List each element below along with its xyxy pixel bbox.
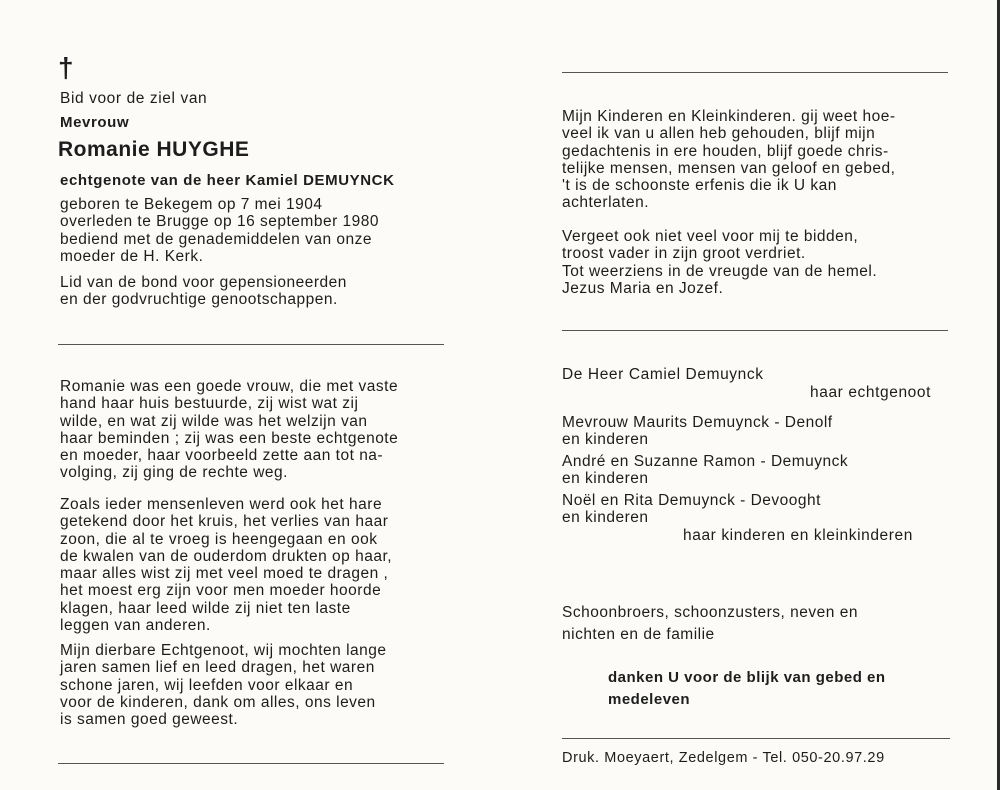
- left-paragraph-1: Romanie was een goede vrouw, die met vaste hand haar huis bestuurde, zij wist wat zij wilde, en wat zij wilde was het welzijn van haar beminden ; zij was een beste echtgenote en moeder, haar voorbeeld zette aan tot na- volging, zij ging de rechte weg.: [60, 378, 399, 482]
- husband-name: De Heer Camiel Demuynck: [562, 366, 764, 383]
- title-text: Mevrouw: [60, 114, 130, 131]
- divider-left-1: [58, 344, 444, 345]
- husband-role: haar echtgenoot: [810, 384, 932, 401]
- left-paragraph-2: Zoals ieder mensenleven werd ook het hare getekend door het kruis, het verlies van haar zoon, die al te vroeg is heengegaan en ook de kwalen van de ouderdom drukten op haar, maar alles wist zij met veel moed te dragen , het moest erg zijn voor men moeder hoorde klagen, haar leed wilde zij niet ten laste leggen van anderen.: [60, 496, 393, 635]
- membership-text: Lid van de bond voor gepensioneerden en der godvruchtige genootschappen.: [60, 274, 347, 309]
- right-paragraph-1: Mijn Kinderen en Kleinkinderen. gij weet hoe- veel ik van u allen heb gehouden, blijf mijn gedachtenis in ere houden, blijf goede chris- telijke mensen, mensen van geloof en gebed, 't is de schoonste erfenis die ik U kan achterlaten.: [562, 108, 896, 212]
- cross-icon: †: [58, 52, 74, 83]
- spouse-line: echtgenote van de heer Kamiel DEMUYNCK: [60, 172, 395, 189]
- family-line-2: André en Suzanne Ramon - Demuynck en kinderen: [562, 453, 849, 488]
- intro-text: Bid voor de ziel van: [60, 90, 208, 107]
- thanks-text: danken U voor de blijk van gebed en medeleven: [608, 669, 886, 708]
- family-line-1: Mevrouw Maurits Demuynck - Denolf en kinderen: [562, 414, 833, 449]
- divider-left-2: [58, 763, 444, 764]
- divider-right-2: [562, 330, 948, 331]
- relatives-text: Schoonbroers, schoonzusters, neven en nichten en de familie: [562, 604, 858, 643]
- divider-right-1: [562, 72, 948, 73]
- right-paragraph-2: Vergeet ook niet veel voor mij te bidden, troost vader in zijn groot verdriet. Tot weerziens in de vreugde van de hemel. Jezus Maria en Jozef.: [562, 228, 878, 297]
- family-line-3: Noël en Rita Demuynck - Devooght en kinderen: [562, 492, 821, 527]
- birth-death-details: geboren te Bekegem op 7 mei 1904 overleden te Brugge op 16 september 1980 bediend met de genademiddelen van onze moeder de H. Kerk.: [60, 196, 380, 265]
- divider-right-3: [562, 738, 950, 739]
- printer-line: Druk. Moeyaert, Zedelgem - Tel. 050-20.97.29: [562, 750, 885, 766]
- children-role: haar kinderen en kleinkinderen: [683, 527, 913, 544]
- left-paragraph-3: Mijn dierbare Echtgenoot, wij mochten lange jaren samen lief en leed dragen, het waren schone jaren, wij leefden voor elkaar en voor de kinderen, dank om alles, ons leven is samen goed geweest.: [60, 642, 387, 729]
- deceased-name: Romanie HUYGHE: [58, 138, 250, 161]
